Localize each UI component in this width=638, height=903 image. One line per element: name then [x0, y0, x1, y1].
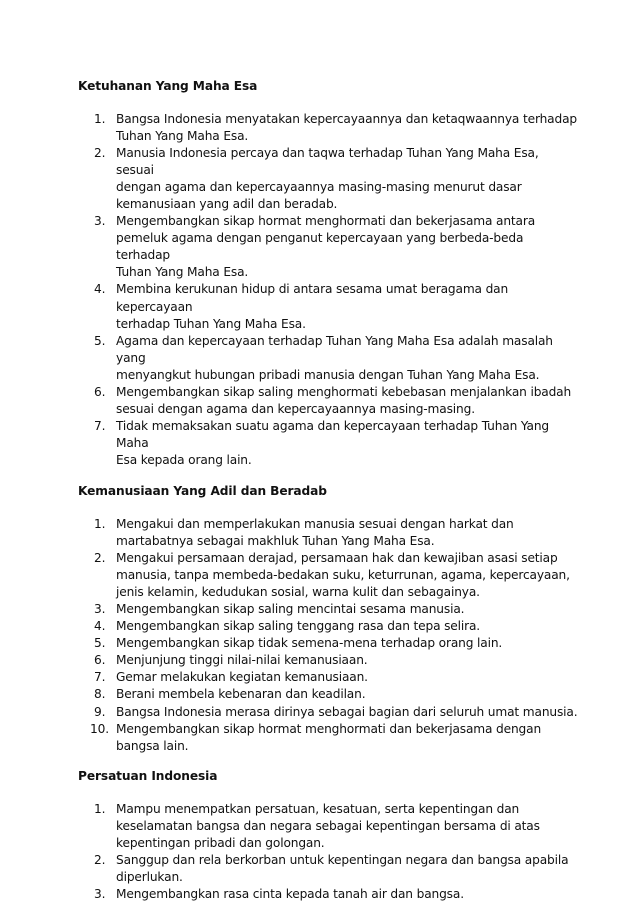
list-item [78, 886, 578, 903]
item-line: Bangsa Indonesia merasa dirinya sebagai bagian dari seluruh umat manusia. [116, 704, 578, 719]
list-item [78, 384, 578, 418]
item-line: sesuai dengan agama dan kepercayaannya masing-masing. [116, 401, 475, 416]
item-number: 4. [94, 282, 106, 297]
item-line: terhadap Tuhan Yang Maha Esa. [116, 316, 306, 331]
section-heading: Ketuhanan Yang Maha Esa [78, 79, 258, 93]
item-number: 8. [94, 687, 106, 702]
list-item [78, 418, 578, 469]
list-item [78, 721, 578, 755]
item-line: Mengembangkan sikap hormat menghormati dan bekerjasama antara [116, 214, 536, 229]
item-line: menyangkut hubungan pribadi manusia dengan Tuhan Yang Maha Esa. [116, 367, 540, 382]
list-item [78, 704, 578, 721]
item-line: Mampu menempatkan persatuan, kesatuan, serta kepentingan dan [116, 801, 520, 816]
item-number: 2. [94, 551, 106, 566]
item-number: 5. [94, 636, 106, 651]
numbered-list [78, 801, 578, 903]
list-item [78, 601, 578, 618]
item-line: Tuhan Yang Maha Esa. [116, 129, 249, 144]
item-line: Gemar melakukan kegiatan kemanusiaan. [116, 670, 368, 685]
item-number: 3. [94, 886, 106, 901]
section-kemanusiaan [78, 483, 578, 755]
item-line: Mengakui dan memperlakukan manusia sesuai dengan harkat dan [116, 516, 514, 531]
item-line: Tidak memaksakan suatu agama dan kepercayaan terhadap Tuhan Yang Maha [116, 418, 549, 450]
item-line: kepentingan pribadi dan golongan. [116, 835, 325, 850]
item-line: Mengembangkan sikap tidak semena-mena terhadap orang lain. [116, 636, 503, 651]
item-number: 1. [94, 801, 106, 816]
list-item [78, 669, 578, 686]
list-item [78, 516, 578, 550]
list-item [78, 652, 578, 669]
item-line: Bangsa Indonesia menyatakan kepercayaannya dan ketaqwaannya terhadap [116, 112, 577, 126]
item-line: Mengakui persamaan derajad, persamaan hak dan kewajiban asasi setiap [116, 551, 558, 566]
item-number: 1. [94, 112, 106, 126]
item-number: 6. [94, 653, 106, 668]
item-number: 2. [94, 852, 106, 867]
list-item [78, 213, 578, 281]
item-line: keselamatan bangsa dan negara sebagai kepentingan bersama di atas [116, 818, 540, 833]
section-ketuhanan [78, 78, 578, 469]
item-line: manusia, tanpa membeda-bedakan suku, keturrunan, agama, kepercayaan, [116, 568, 570, 583]
list-item [78, 145, 578, 213]
item-line: Mengembangkan rasa cinta kepada tanah air dan bangsa. [116, 886, 464, 901]
section-heading: Persatuan Indonesia [78, 768, 218, 783]
item-line: Mengembangkan sikap hormat menghormati dan bekerjasama dengan [116, 721, 542, 736]
item-line: jenis kelamin, kedudukan sosial, warna kulit dan sebagainya. [116, 585, 480, 600]
item-number: 5. [94, 333, 106, 348]
item-line: Agama dan kepercayaan terhadap Tuhan Yang Maha Esa adalah masalah yang [116, 333, 553, 365]
list-item [78, 852, 578, 886]
item-number: 10. [90, 721, 109, 736]
item-line: Berani membela kebenaran dan keadilan. [116, 687, 366, 702]
item-number: 3. [94, 214, 106, 229]
numbered-list [78, 516, 578, 755]
list-item [78, 686, 578, 703]
item-line: Membina kerukunan hidup di antara sesama umat beragama dan kepercayaan [116, 282, 509, 314]
numbered-list [78, 111, 578, 469]
item-number: 7. [94, 670, 106, 685]
section-heading: Kemanusiaan Yang Adil dan Beradab [78, 483, 327, 498]
item-number: 1. [94, 516, 106, 531]
document-page [78, 78, 578, 903]
section-persatuan [78, 768, 578, 903]
item-line: pemeluk agama dengan penganut kepercayaan yang berbeda-beda terhadap [116, 231, 524, 263]
item-line: Menjunjung tinggi nilai-nilai kemanusiaan. [116, 653, 368, 668]
list-item [78, 333, 578, 384]
item-number: 9. [94, 704, 106, 719]
item-number: 6. [94, 384, 106, 399]
list-item [78, 635, 578, 652]
item-number: 4. [94, 619, 106, 634]
item-line: dengan agama dan kepercayaannya masing-masing menurut dasar [116, 180, 522, 195]
item-line: kemanusiaan yang adil dan beradab. [116, 197, 338, 212]
item-line: diperlukan. [116, 869, 183, 884]
item-line: Mengembangkan sikap saling menghormati kebebasan menjalankan ibadah [116, 384, 572, 399]
list-item [78, 550, 578, 601]
list-item [78, 281, 578, 332]
item-line: Mengembangkan sikap saling tenggang rasa dan tepa selira. [116, 619, 481, 634]
item-line: Mengembangkan sikap saling mencintai sesama manusia. [116, 602, 465, 617]
list-item [78, 618, 578, 635]
list-item [78, 801, 578, 852]
item-number: 2. [94, 146, 106, 161]
item-number: 3. [94, 602, 106, 617]
item-line: Tuhan Yang Maha Esa. [116, 265, 249, 280]
item-number: 7. [94, 418, 106, 433]
item-line: Esa kepada orang lain. [116, 452, 252, 467]
item-line: Sanggup dan rela berkorban untuk kepentingan negara dan bangsa apabila [116, 852, 569, 867]
item-line: martabatnya sebagai makhluk Tuhan Yang Maha Esa. [116, 534, 435, 549]
list-item [78, 111, 578, 145]
item-line: bangsa lain. [116, 738, 189, 753]
item-line: Manusia Indonesia percaya dan taqwa terhadap Tuhan Yang Maha Esa, sesuai [116, 146, 539, 178]
